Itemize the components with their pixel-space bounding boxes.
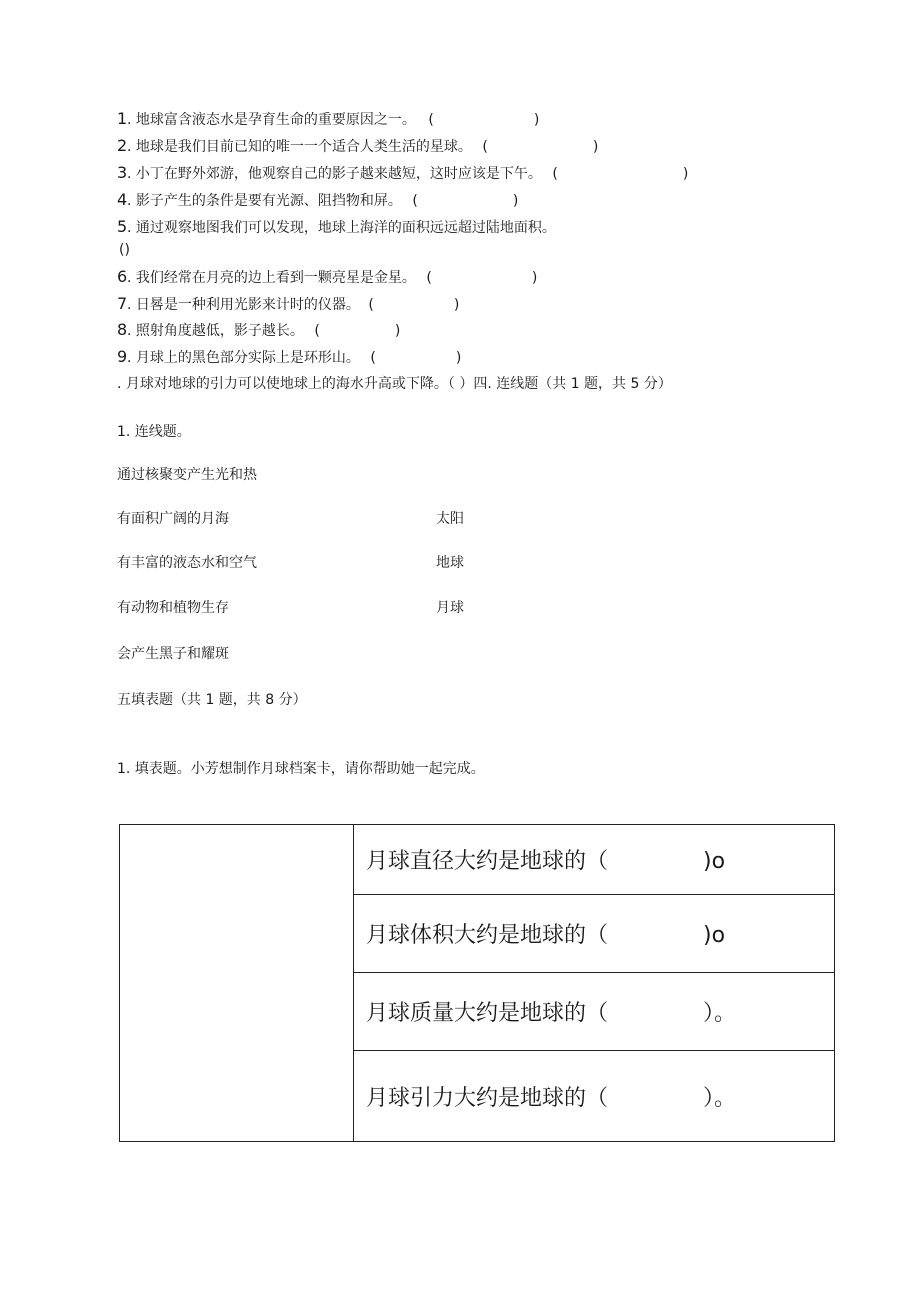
item-text: . 地球富含液态水是孕育生命的重要原因之一。 <box>127 112 416 128</box>
row-end: ）。 <box>703 1001 737 1026</box>
tf-item-9 <box>117 348 461 367</box>
answer-close-paren: ) <box>533 112 540 128</box>
answer-close-paren: ) <box>455 350 462 366</box>
answer-open-paren: ( <box>370 350 376 366</box>
moon-image-cell <box>120 825 354 1142</box>
table-row <box>354 895 835 973</box>
tf-item-5-answer-paren[interactable]: () <box>119 242 130 258</box>
matching-right-item[interactable]: 地球 <box>436 555 464 571</box>
item-number: 2 <box>117 136 128 155</box>
row-end: )o <box>703 849 726 874</box>
item-number: 1 <box>117 109 128 128</box>
item-number: 3 <box>117 163 128 182</box>
answer-open-paren: ( <box>482 139 488 155</box>
item-number: 6 <box>117 267 128 286</box>
row-text: 月球体积大约是地球的（ <box>366 923 609 948</box>
answer-open-paren: ( <box>426 270 432 286</box>
answer-close-paren: ) <box>512 193 519 209</box>
item-text: . 照射角度越低，影子越长。 <box>127 323 304 339</box>
answer-close-paren: ) <box>682 166 689 182</box>
row-end: ）。 <box>703 1085 737 1111</box>
answer-open-paren: ( <box>552 166 558 182</box>
row-text: 月球质量大约是地球的（ <box>366 1001 609 1026</box>
matching-right-item[interactable]: 太阳 <box>436 511 464 527</box>
moon-profile-table <box>119 824 835 1142</box>
item-number: 5 <box>117 217 128 236</box>
row-text: 月球直径大约是地球的（ <box>366 849 609 874</box>
table-row <box>354 1051 835 1142</box>
matching-left-item[interactable]: 通过核聚变产生光和热 <box>117 467 257 483</box>
answer-close-paren: ) <box>592 139 599 155</box>
item-text: . 地球是我们目前已知的唯一一个适合人类生活的星球。 <box>127 139 472 155</box>
item-text: . 通过观察地图我们可以发现，地球上海洋的面积远远超过陆地面积。 <box>127 220 556 236</box>
answer-close-paren: ) <box>453 297 460 313</box>
matching-title: 1. 连线题。 <box>117 424 191 440</box>
answer-open-paren: ( <box>368 297 374 313</box>
item-number: 8 <box>117 320 128 339</box>
answer-open-paren: ( <box>314 323 320 339</box>
tf-item-3 <box>117 164 688 183</box>
matching-left-item[interactable]: 会产生黑子和耀斑 <box>117 646 229 662</box>
matching-left-item[interactable]: 有面积广阔的月海 <box>117 511 229 527</box>
tf-item-8 <box>117 321 400 340</box>
item-number: 9 <box>117 347 128 366</box>
row-end: )o <box>703 923 726 948</box>
tf-item-1 <box>117 110 539 129</box>
tf-item-7 <box>117 295 459 314</box>
item-text: . 月球上的黑色部分实际上是环形山。 <box>127 350 360 366</box>
item-text: . 我们经常在月亮的边上看到一颗亮星是金星。 <box>127 270 416 286</box>
item-text: . 影子产生的条件是要有光源、阻挡物和屏。 <box>127 193 402 209</box>
tf-item-6 <box>117 268 537 287</box>
fill-table-prompt: 1. 填表题。小芳想制作月球档案卡，请你帮助她一起完成。 <box>117 761 485 777</box>
table-row <box>354 825 835 895</box>
tf-item-5 <box>117 218 556 237</box>
answer-open-paren: ( <box>428 112 434 128</box>
item-number: 7 <box>117 294 128 313</box>
answer-close-paren: ) <box>394 323 401 339</box>
table-row <box>354 973 835 1051</box>
item-number: 4 <box>117 190 128 209</box>
item-text: . 小丁在野外郊游，他观察自己的影子越来越短，这时应该是下午。 <box>127 166 542 182</box>
tf-item-2 <box>117 137 598 156</box>
matching-right-item[interactable]: 月球 <box>436 600 464 616</box>
section5-title: 五填表题（共 1 题，共 8 分） <box>117 692 307 708</box>
tf-item-4 <box>117 191 518 210</box>
tf-item-10-and-section4-title: . 月球对地球的引力可以使地球上的海水升高或下降。（ ）四. 连线题（共 1 题，共 5 分） <box>117 376 672 392</box>
matching-left-item[interactable]: 有丰富的液态水和空气 <box>117 555 257 571</box>
matching-left-item[interactable]: 有动物和植物生存 <box>117 600 229 616</box>
answer-close-paren: ) <box>531 270 538 286</box>
answer-open-paren: ( <box>412 193 418 209</box>
item-text: . 日晷是一种利用光影来计时的仪器。 <box>127 297 360 313</box>
row-text: 月球引力大约是地球的（ <box>366 1085 609 1111</box>
